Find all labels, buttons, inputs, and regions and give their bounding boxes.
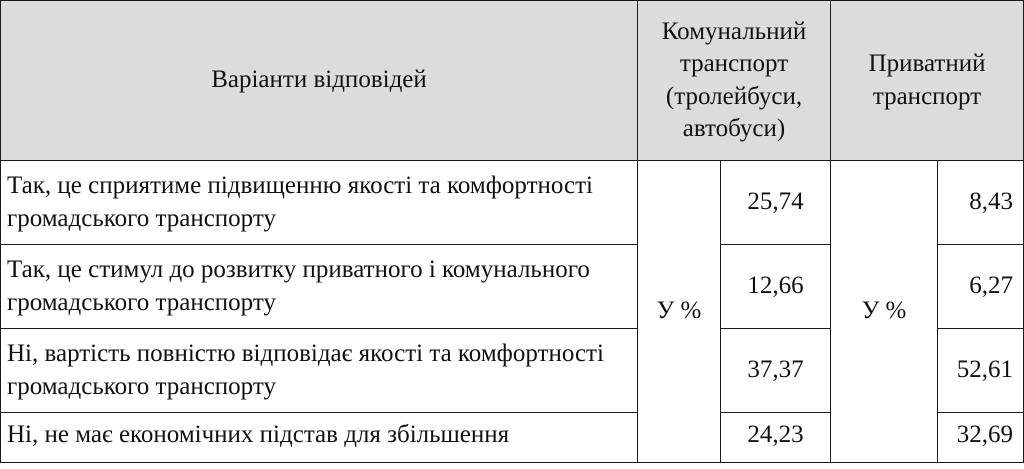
header-answer-options: Варіанти відповідей — [1, 1, 638, 161]
answer-cell: Ні, вартість повністю відповідає якості та комфортності громадського транспорту — [1, 329, 638, 413]
unit-cell-private: У % — [831, 161, 938, 463]
header-row — [1, 1, 1024, 161]
header-public-transport: Комунальний транспорт (тролейбуси, автобуси) — [638, 1, 831, 161]
value-public: 37,37 — [721, 329, 831, 413]
header-private-transport: Приватний транспорт — [831, 1, 1024, 161]
answer-cell: Ні, не має економічних підстав для збільшення — [1, 413, 638, 463]
value-public: 25,74 — [721, 161, 831, 245]
value-private: 6,27 — [938, 245, 1024, 329]
answer-cell: Так, це стимул до розвитку приватного і комунального громадського транспорту — [1, 245, 638, 329]
value-private: 8,43 — [938, 161, 1024, 245]
value-private: 52,61 — [938, 329, 1024, 413]
unit-cell-public: У % — [638, 161, 721, 463]
value-public: 12,66 — [721, 245, 831, 329]
value-public: 24,23 — [721, 413, 831, 463]
answer-cell: Так, це сприятиме підвищенню якості та комфортності громадського транспорту — [1, 161, 638, 245]
table-row — [1, 161, 1024, 245]
value-private: 32,69 — [938, 413, 1024, 463]
